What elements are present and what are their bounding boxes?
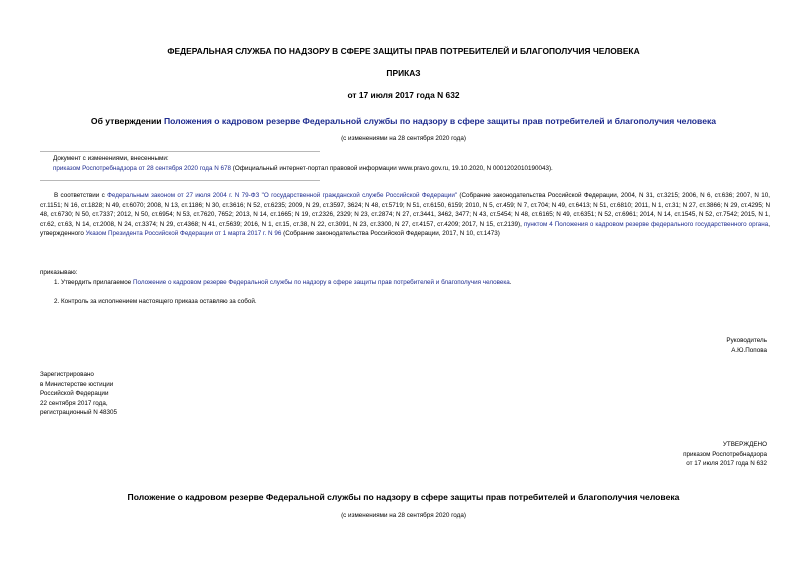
orders-label: приказываю:	[40, 269, 78, 276]
regulation-clause-link[interactable]: пунктом 4 Положения о кадровом резерве федерального государственного органа	[523, 220, 769, 228]
order-item-1	[54, 278, 774, 288]
preamble-text-1: В соответствии с	[54, 192, 108, 199]
approval-line: УТВЕРЖДЕНО	[722, 441, 767, 448]
divider-top	[40, 151, 320, 152]
approval-block	[683, 440, 767, 469]
approval-line: приказом Роспотребнадзора	[683, 450, 767, 458]
order-item-1-suffix: .	[509, 279, 512, 286]
divider-bottom	[40, 180, 320, 181]
doc-title	[0, 116, 807, 126]
order-item-1-prefix: 1. Утвердить прилагаемое	[54, 279, 133, 286]
title-link[interactable]: Положения о кадровом резерве Федеральной службы по надзору в сфере защиты прав потребителей и благополучия человека	[163, 116, 717, 126]
changes-entry	[53, 164, 773, 174]
registration-line: Российской Федерации	[40, 390, 109, 398]
amendment-source: (Официальный интернет-портал правовой информации www.pravo.gov.ru, 19.10.2020, N 0001202010190043).	[231, 165, 553, 172]
title-changes-note: (с изменениями на 28 сентября 2020 года)	[341, 135, 466, 142]
approval-line: от 17 июля 2017 года N 632	[686, 460, 767, 468]
preamble-text-2: (Собрание законодательства Российской Федерации, 2004, N 31, ст.3215; 2006, N 6, ст.636; 2007, N 10, ст.1151; N 16, ст.1828; N 49, ст.6070; 2008, N 13, ст.1186; N 30, ст.3616; N 52, ст.6235; 2009, N 29, ст.3597, 3624; N 48, ст.5719; N 51, ст.6150, 6159; 2010, N 5, ст.459; N 7, ст.704; N 49, ст.6413; N 51, ст.6810; 2011, N 1, ст.31; N 27, ст.3866; N 29, ст.4295; N 48, ст.6730; N 50, ст.7337; 2012, N 50, ст.6954; N 53, ст.7620, 7652; 2013, N 14, ст.1665; N 19, ст.2326, 2329; N 23, ст.2874; N 27, ст.3441, 3462, 3477; N 43, ст.5454; N 48, ст.6165; N 49, ст.6351; N 52, ст.6961; 2014, N 14, ст.1545, N 52, ст.7542; 2015, N 1, ст.62, ст.63, N 14, ст.2008, N 24, ст.3374; N 29, ст.4368; N 41, ст.5639; 2016, N 1, ст.15, ст.38, N 22, ст.3091, N 23, ст.3300, N 27, ст.4157, ст.4209; 2017, N 15, ст.2139),	[40, 192, 771, 228]
agency-name: ФЕДЕРАЛЬНАЯ СЛУЖБА ПО НАДЗОРУ В СФЕРЕ ЗАЩИТЫ ПРАВ ПОТРЕБИТЕЛЕЙ И БЛАГОПОЛУЧИЯ ЧЕЛОВЕКА	[167, 46, 640, 56]
federal-law-link[interactable]: Федеральным законом от 27 июля 2004 г. N 79-ФЗ "О государственной гражданской службе Российской Федерации"	[107, 192, 458, 199]
title-prefix: Об утверждении	[90, 116, 164, 126]
registration-line: 22 сентября 2017 года,	[40, 399, 108, 407]
registration-line: в Министерстве юстиции	[40, 380, 114, 388]
regulation-link[interactable]: Положение о кадровом резерве Федеральной службы по надзору в сфере защиты прав потребителей и благополучия человека	[132, 279, 510, 286]
registration-block	[40, 370, 117, 418]
doc-type: ПРИКАЗ	[386, 68, 421, 78]
preamble	[40, 191, 770, 239]
appendix-changes-note: (с изменениями на 28 сентября 2020 года)	[341, 512, 466, 519]
amendment-link[interactable]: приказом Роспотребнадзора от 28 сентября 2020 года N 678	[53, 165, 232, 172]
order-item-2: 2. Контроль за исполнением настоящего приказа оставляю за собой.	[54, 298, 257, 305]
signature-name: А.Ю.Попова	[731, 347, 767, 354]
preamble-text-3: , утвержденного	[40, 220, 770, 238]
changes-label: Документ с изменениями, внесенными:	[53, 155, 169, 162]
doc-date-number: от 17 июля 2017 года N 632	[347, 90, 460, 100]
preamble-text-4: (Собрание законодательства Российской Федерации, 2017, N 10, ст.1473)	[281, 230, 500, 238]
appendix-title: Положение о кадровом резерве Федеральной службы по надзору в сфере защиты прав потребителей и благополучия человека	[127, 492, 680, 502]
registration-line: регистрационный N 48305	[40, 409, 118, 417]
signature-role: Руководитель	[726, 337, 767, 344]
presidential-decree-link[interactable]: Указом Президента Российской Федерации от 1 марта 2017 г. N 96	[85, 230, 282, 238]
registration-line: Зарегистрировано	[40, 371, 94, 378]
